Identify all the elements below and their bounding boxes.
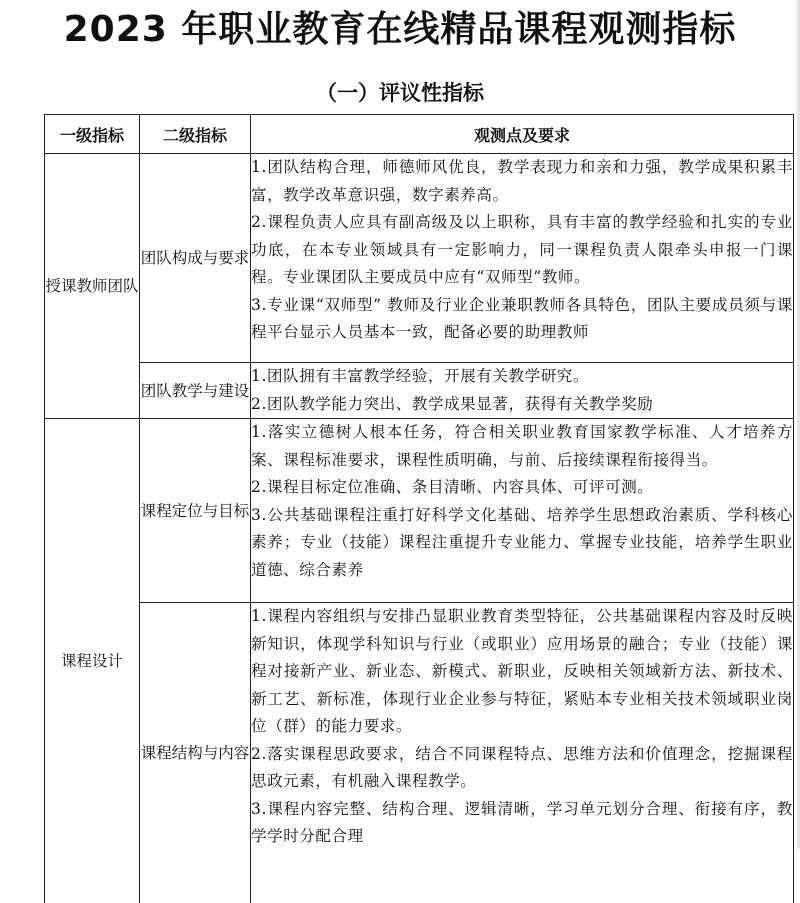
requirement-item: 2.课程目标定位准确、条目清晰、内容具体、可评可测。 — [251, 474, 793, 502]
level2-cell — [140, 419, 251, 603]
requirement-item: 2.团队教学能力突出、教学成果显著，获得有关教学奖励 — [251, 391, 793, 419]
requirements-cell — [251, 363, 794, 419]
header-requirements: 观测点及要求 — [251, 115, 794, 154]
level2-label: 团队构成与要求 — [141, 249, 250, 267]
level1-label: 课程设计 — [61, 652, 123, 670]
requirement-item: 1.落实立德树人根本任务，符合相关职业教育国家教学标准、人才培养方案、课程标准要求，课程性质明确，与前、后接续课程衔接得当。 — [251, 419, 793, 474]
level2-label: 团队教学与建设 — [141, 382, 250, 400]
table-row — [45, 419, 794, 603]
table-row — [45, 154, 794, 363]
requirement-item: 2.落实课程思政要求，结合不同课程特点、思维方法和价值理念，挖掘课程思政元素，有机融入课程教学。 — [251, 741, 793, 796]
requirement-item: 3.专业课“双师型” 教师及行业企业兼职教师各具特色，团队主要成员须与课程平台显示人员基本一致，配备必要的助理教师 — [251, 292, 793, 347]
requirements-cell — [251, 154, 794, 363]
requirements-cell — [251, 603, 794, 903]
level1-cell-course-design — [45, 419, 140, 903]
header-level1: 一级指标 — [45, 115, 140, 154]
level2-cell — [140, 603, 251, 903]
requirement-item: 3.公共基础课程注重打好科学文化基础、培养学生思想政治素质、学科核心素养；专业（技能）课程注重提升专业能力、掌握专业技能，培养学生职业道德、综合素养 — [251, 502, 793, 585]
requirements-cell — [251, 419, 794, 603]
level2-label: 课程定位与目标 — [141, 502, 250, 520]
table-header-row — [45, 115, 794, 154]
level2-label: 课程结构与内容 — [141, 744, 250, 762]
header-level2: 二级指标 — [140, 115, 251, 154]
document-title: 2023 年职业教育在线精品课程观测指标 — [0, 6, 800, 54]
level1-cell-teacher-team — [45, 154, 140, 419]
requirement-item: 1.课程内容组织与安排凸显职业教育类型特征，公共基础课程内容及时反映新知识，体现学科知识与行业（或职业）应用场景的融合；专业（技能）课程对接新产业、新业态、新模式、新职业，反映相关领域新方法、新技术、新工艺、新标准，体现行业企业参与特征，紧贴本专业相关技术领域职业岗位（群）的能力要求。 — [251, 603, 793, 741]
level1-label: 授课教师团队 — [45, 277, 138, 295]
criteria-table — [44, 114, 794, 903]
table-row — [45, 363, 794, 419]
requirement-item: 2.课程负责人应具有副高级及以上职称，具有丰富的教学经验和扎实的专业功底，在本专业领域具有一定影响力，同一课程负责人限牵头申报一门课程。专业课团队主要成员中应有“双师型”教师。 — [251, 209, 793, 292]
requirement-item: 3.课程内容完整、结构合理、逻辑清晰，学习单元划分合理、衔接有序，教学学时分配合理 — [251, 796, 793, 851]
section-title: （一）评议性指标 — [0, 78, 800, 108]
table-row — [45, 603, 794, 903]
level2-cell — [140, 154, 251, 363]
requirement-item: 1.团队拥有丰富教学经验，开展有关教学研究。 — [251, 363, 793, 391]
level2-cell — [140, 363, 251, 419]
requirement-item: 1.团队结构合理，师德师风优良，教学表现力和亲和力强，教学成果积累丰富，教学改革意识强，数字素养高。 — [251, 154, 793, 209]
